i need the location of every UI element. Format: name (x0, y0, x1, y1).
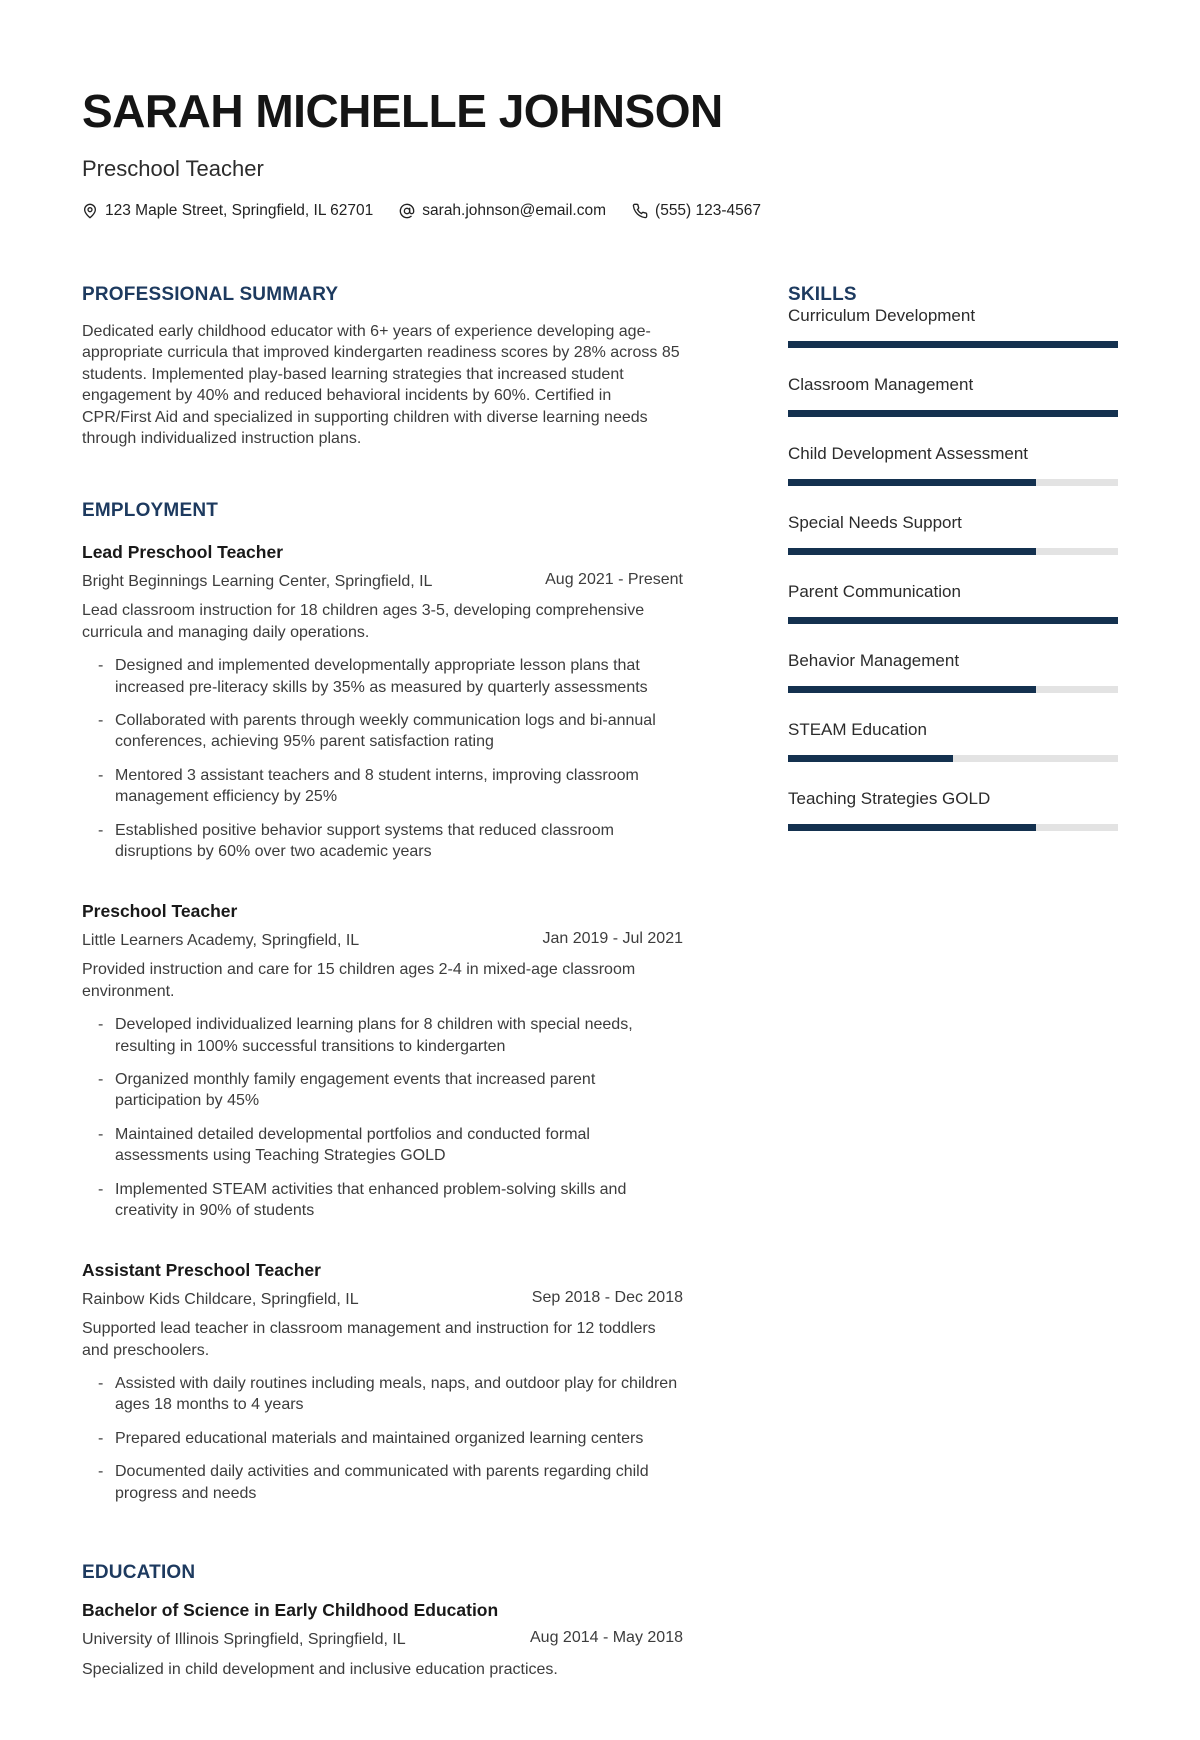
skills-sidebar (788, 284, 1118, 1680)
skill-item (788, 789, 1118, 831)
skill-bar-track (788, 410, 1118, 417)
job-bullet-list (82, 655, 683, 863)
job-description: Lead classroom instruction for 18 children ages 3-5, developing comprehensive curricula and managing daily operations. (82, 602, 645, 641)
job-entry (82, 901, 683, 1222)
education-description: Specialized in child development and inclusive education practices. (82, 1660, 558, 1678)
summary-heading: PROFESSIONAL SUMMARY (82, 284, 339, 305)
job-dates: Sep 2018 - Dec 2018 (531, 1288, 683, 1306)
job-description: Supported lead teacher in classroom management and instruction for 12 toddlers and preschoolers. (82, 1320, 656, 1359)
skill-item (788, 651, 1118, 693)
job-description: Provided instruction and care for 15 children ages 2-4 in mixed-age classroom environment. (82, 961, 636, 1000)
job-bullet: - Implemented STEAM activities that enhanced problem-solving skills and creativity in 90% of students (98, 1179, 683, 1222)
skill-item (788, 513, 1118, 555)
job-bullet: - Maintained detailed developmental portfolios and conducted formal assessments using Teaching Strategies GOLD (98, 1124, 683, 1167)
skill-name: Parent Communication (788, 582, 961, 601)
phone-icon (632, 203, 648, 219)
skill-name: STEAM Education (788, 720, 927, 739)
job-company: Little Learners Academy, Springfield, IL (82, 931, 360, 949)
contact-phone (632, 202, 761, 220)
job-title: Lead Preschool Teacher (82, 541, 284, 562)
job-bullet: - Established positive behavior support systems that reduced classroom disruptions by 60% over two academic years (98, 820, 683, 863)
job-bullet: - Collaborated with parents through weekly communication logs and bi-annual conferences, achieving 95% parent satisfaction rating (98, 710, 683, 753)
skill-item (788, 306, 1118, 348)
contact-row (82, 202, 1118, 220)
skill-bar-fill (788, 824, 1036, 831)
education-section (82, 1562, 683, 1680)
skill-item (788, 444, 1118, 486)
contact-address-text: 123 Maple Street, Springfield, IL 62701 (105, 202, 374, 219)
skill-item (788, 375, 1118, 417)
education-dates: Aug 2014 - May 2018 (530, 1629, 683, 1647)
skill-bar-track (788, 617, 1118, 624)
job-bullet-list (82, 1373, 683, 1504)
skill-bar-fill (788, 548, 1036, 555)
skill-bar-fill (788, 686, 1036, 693)
job-title: Assistant Preschool Teacher (82, 1259, 321, 1280)
skill-bar-fill (788, 410, 1118, 417)
skill-name: Curriculum Development (788, 306, 976, 325)
skill-name: Special Needs Support (788, 513, 962, 532)
job-bullet: - Designed and implemented developmentally appropriate lesson plans that increased pre-literacy skills by 35% as measured by quarterly assessments (98, 655, 683, 698)
job-bullet: - Mentored 3 assistant teachers and 8 student interns, improving classroom management efficiency by 25% (98, 765, 683, 808)
job-title: Preschool Teacher (82, 900, 238, 921)
skill-bar-fill (788, 341, 1118, 348)
skill-bar-track (788, 548, 1118, 555)
candidate-title: Preschool Teacher (82, 156, 264, 181)
skill-bar-fill (788, 617, 1118, 624)
skill-name: Teaching Strategies GOLD (788, 789, 991, 808)
at-sign-icon (399, 203, 415, 219)
job-dates: Aug 2021 - Present (545, 570, 683, 588)
job-bullet: - Developed individualized learning plans for 8 children with special needs, resulting in 100% successful transitions to kindergarten (98, 1014, 683, 1057)
main-column (82, 284, 683, 1680)
skill-name: Child Development Assessment (788, 444, 1029, 463)
job-dates: Jan 2019 - Jul 2021 (542, 929, 683, 947)
skill-bar-track (788, 824, 1118, 831)
education-school: University of Illinois Springfield, Springfield, IL (82, 1631, 406, 1649)
job-bullet: - Prepared educational materials and maintained organized learning centers (98, 1428, 683, 1449)
skill-bar-track (788, 341, 1118, 348)
contact-email-text: sarah.johnson@email.com (422, 202, 607, 219)
job-bullet: - Organized monthly family engagement events that increased parent participation by 45% (98, 1069, 683, 1112)
summary-text: Dedicated early childhood educator with 6+ years of experience developing age-appropriate curricula that improved kindergarten readiness scores by 28% across 85 students. Implemented play-based learning strategies that increased student engagement by 40% and reduced behavioral incidents by 60%. Certified in CPR/First Aid and specialized in supporting children with diverse learning needs through individualized instruction plans. (82, 323, 680, 448)
skill-bar-fill (788, 479, 1036, 486)
job-entry (82, 1260, 683, 1505)
job-bullet: - Documented daily activities and communicated with parents regarding child progress and needs (98, 1461, 683, 1504)
skill-name: Behavior Management (788, 651, 960, 670)
employment-heading: EMPLOYMENT (82, 499, 219, 521)
job-company: Bright Beginnings Learning Center, Springfield, IL (82, 572, 433, 590)
skill-bar-track (788, 479, 1118, 486)
candidate-name: SARAH MICHELLE JOHNSON (82, 85, 723, 137)
job-bullet: - Assisted with daily routines including meals, naps, and outdoor play for children ages 18 months to 4 years (98, 1373, 683, 1416)
education-degree: Bachelor of Science in Early Childhood Education (82, 1600, 499, 1621)
resume-header (82, 85, 1118, 220)
job-entry (82, 542, 683, 863)
job-bullet-list (82, 1014, 683, 1222)
skill-bar-track (788, 686, 1118, 693)
skill-bar-fill (788, 755, 953, 762)
skill-item (788, 582, 1118, 624)
skill-item (788, 720, 1118, 762)
employment-section (82, 500, 683, 1505)
skills-heading: SKILLS (788, 284, 857, 305)
skill-bar-track (788, 755, 1118, 762)
contact-email (399, 202, 606, 220)
contact-address (82, 202, 373, 220)
skill-name: Classroom Management (788, 375, 974, 394)
education-heading: EDUCATION (82, 1562, 196, 1584)
location-pin-icon (82, 203, 98, 219)
job-company: Rainbow Kids Childcare, Springfield, IL (82, 1290, 359, 1308)
summary-section (82, 284, 683, 450)
contact-phone-text: (555) 123-4567 (655, 202, 762, 219)
